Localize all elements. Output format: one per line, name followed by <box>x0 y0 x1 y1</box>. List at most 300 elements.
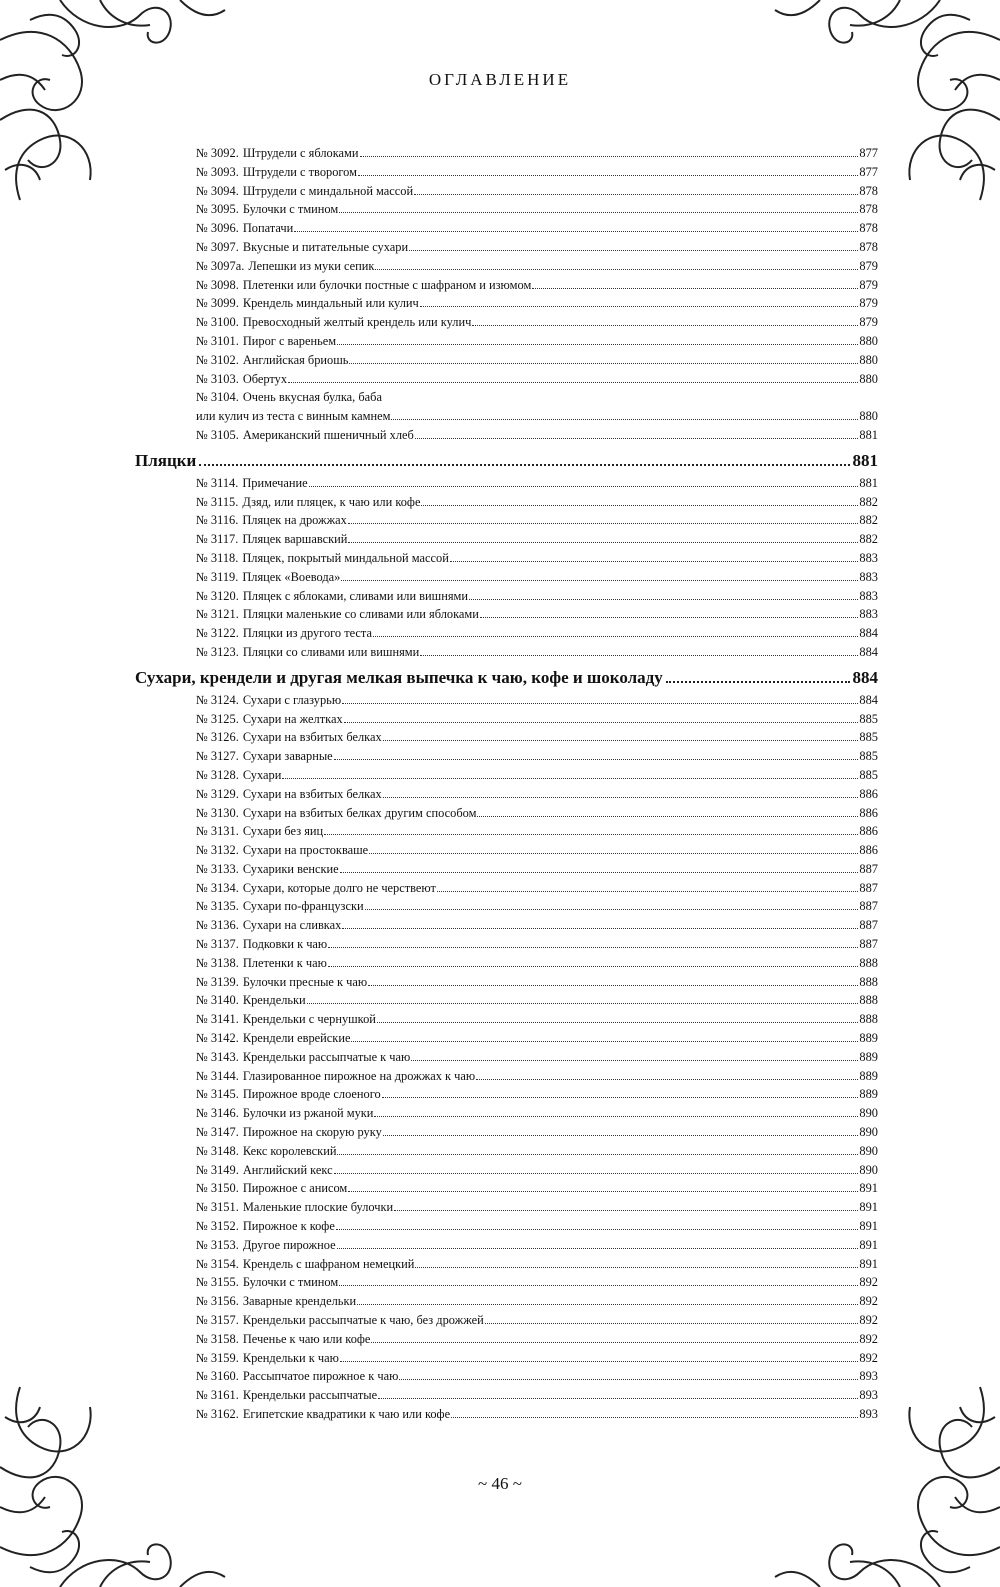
dot-leader <box>334 759 859 760</box>
toc-entry[interactable] <box>135 643 878 662</box>
dot-leader <box>469 599 858 600</box>
entry-page: 878 <box>859 239 878 254</box>
entry-title: Сухари на взбитых белках <box>242 730 382 745</box>
dot-leader <box>340 1361 859 1362</box>
toc-entry[interactable] <box>135 691 878 710</box>
toc-entry[interactable] <box>135 1161 878 1180</box>
toc-entry[interactable] <box>135 1236 878 1255</box>
dot-leader <box>351 1041 858 1042</box>
dot-leader <box>360 156 859 157</box>
toc-entry[interactable] <box>135 163 878 182</box>
dot-leader <box>532 288 858 289</box>
toc-entry[interactable] <box>135 1048 878 1067</box>
dot-leader <box>485 1323 859 1324</box>
dot-leader <box>378 1398 858 1399</box>
toc-entry[interactable] <box>135 1217 878 1236</box>
dot-leader <box>282 778 858 779</box>
dot-leader <box>382 1097 859 1098</box>
toc-entry[interactable] <box>135 605 878 624</box>
entry-title: Булочки из ржаной муки <box>242 1106 374 1121</box>
entry-title: Печенье к чаю или кофе <box>242 1331 371 1346</box>
running-head: ОГЛАВЛЕНИЕ <box>428 70 572 89</box>
toc-entry[interactable] <box>135 568 878 587</box>
dot-leader <box>374 1116 858 1117</box>
toc-entry[interactable] <box>135 351 878 370</box>
toc-entry[interactable] <box>135 474 878 493</box>
toc-group-2 <box>135 474 878 662</box>
entry-number: № 3136. <box>196 918 239 933</box>
entry-title: или кулич из теста с винным камнем <box>196 409 391 424</box>
entry-number: № 3099. <box>196 296 239 311</box>
entry-number: № 3098. <box>196 277 239 292</box>
dot-leader <box>348 523 859 524</box>
entry-number: № 3131. <box>196 824 239 839</box>
dot-leader <box>365 909 859 910</box>
toc-entry[interactable] <box>135 144 878 163</box>
entry-number: № 3117. <box>196 532 239 547</box>
dot-leader <box>409 250 858 251</box>
entry-page: 885 <box>859 767 878 782</box>
entry-page: 885 <box>859 749 878 764</box>
entry-number: № 3102. <box>196 352 239 367</box>
entry-number: № 3146. <box>196 1106 239 1121</box>
dot-leader <box>328 966 859 967</box>
entry-title: Другое пирожное <box>242 1237 336 1252</box>
toc-entry[interactable] <box>135 200 878 219</box>
entry-title: Крендельки к чаю <box>242 1350 339 1365</box>
entry-page: 890 <box>859 1162 878 1177</box>
entry-number: № 3119. <box>196 569 239 584</box>
toc-entry[interactable] <box>135 804 878 823</box>
entry-page: 879 <box>859 258 878 273</box>
entry-page: 885 <box>859 730 878 745</box>
toc-entry[interactable] <box>135 916 878 935</box>
entry-page: 888 <box>859 993 878 1008</box>
entry-title: Кекс королевский <box>242 1143 337 1158</box>
dot-leader <box>340 872 859 873</box>
dot-leader <box>480 617 859 618</box>
toc-entry[interactable] <box>135 182 878 201</box>
entry-page: 880 <box>859 352 878 367</box>
dot-leader <box>336 1229 859 1230</box>
toc-entry[interactable] <box>135 1010 878 1029</box>
entry-number: № 3162. <box>196 1407 239 1421</box>
entry-number: № 3138. <box>196 955 239 970</box>
dot-leader <box>339 1285 858 1286</box>
dot-leader <box>476 1079 858 1080</box>
dot-leader <box>339 212 858 213</box>
entry-title: Примечание <box>242 475 308 490</box>
section-title: Пляцки <box>135 450 197 470</box>
entry-page: 887 <box>859 937 878 952</box>
entry-page: 887 <box>859 880 878 895</box>
dot-leader <box>288 382 858 383</box>
toc-entry[interactable] <box>135 1405 878 1424</box>
toc-entry[interactable] <box>135 1349 878 1368</box>
entry-number: № 3132. <box>196 843 239 858</box>
toc-entry[interactable] <box>135 954 878 973</box>
toc-entry[interactable] <box>135 493 878 512</box>
dot-leader <box>357 1304 858 1305</box>
entry-title: Пляцек варшавский <box>242 532 348 547</box>
toc-entry[interactable] <box>135 238 878 257</box>
entry-title: Маленькие плоские булочки <box>242 1200 394 1215</box>
entry-title: Штрудели с яблоками <box>242 146 359 160</box>
dot-leader <box>358 175 858 176</box>
dot-leader <box>415 1267 858 1268</box>
entry-title: Булочки пресные к чаю <box>242 974 368 989</box>
toc-entry[interactable] <box>135 766 878 785</box>
toc-entry[interactable] <box>135 822 878 841</box>
entry-number: № 3114. <box>196 475 239 490</box>
entry-title: Подковки к чаю <box>242 937 328 952</box>
toc-entry[interactable] <box>135 294 878 313</box>
entry-page: 880 <box>859 409 878 424</box>
entry-page: 882 <box>859 532 878 547</box>
entry-number: № 3158. <box>196 1331 239 1346</box>
dot-leader <box>199 464 849 466</box>
entry-title: Крендель миндальный или кулич <box>242 296 419 311</box>
dot-leader <box>368 985 858 986</box>
entry-number: № 3139. <box>196 974 239 989</box>
toc-entry[interactable] <box>135 370 878 389</box>
dot-leader <box>324 834 858 835</box>
entry-page: 886 <box>859 805 878 820</box>
toc-entry[interactable] <box>135 973 878 992</box>
entry-title: Пляцек «Воевода» <box>242 569 341 584</box>
dot-leader <box>450 561 859 562</box>
entry-page: 891 <box>859 1200 878 1215</box>
entry-title: Английская бриошь <box>242 352 349 367</box>
toc-entry[interactable] <box>135 1085 878 1104</box>
entry-number: № 3100. <box>196 315 239 330</box>
dot-leader <box>472 325 858 326</box>
entry-title: Штрудели с миндальной массой <box>242 183 414 198</box>
toc-entry[interactable] <box>135 219 878 238</box>
toc-entry[interactable] <box>135 879 878 898</box>
dot-leader <box>420 655 858 656</box>
toc-entry[interactable] <box>135 710 878 729</box>
entry-title: Пляцек, покрытый миндальной массой <box>242 550 449 565</box>
entry-page: 879 <box>859 315 878 330</box>
toc-group-3 <box>135 691 878 1424</box>
dot-leader <box>421 505 858 506</box>
dot-leader <box>415 438 859 439</box>
page-number: ~ 46 ~ <box>478 1474 522 1493</box>
entry-title: Заварные крендельки <box>242 1294 357 1309</box>
dot-leader <box>349 363 858 364</box>
entry-page: 878 <box>859 221 878 236</box>
entry-title: Обертух <box>242 371 288 386</box>
toc-entry[interactable] <box>135 388 878 407</box>
entry-title: Пирожное к кофе <box>242 1219 335 1234</box>
entry-number: № 3093. <box>196 164 239 179</box>
entry-title: Плетенки или булочки постные с шафраном и изюмом <box>242 277 532 292</box>
entry-page: 889 <box>859 1087 878 1102</box>
entry-page: 887 <box>859 918 878 933</box>
entry-title: Крендельки с чернушкой <box>242 1012 376 1027</box>
entry-page: 884 <box>859 644 878 659</box>
entry-page: 887 <box>859 899 878 914</box>
entry-number: № 3118. <box>196 550 239 565</box>
entry-page: 880 <box>859 371 878 386</box>
dot-leader <box>344 722 859 723</box>
toc-entry[interactable] <box>135 1104 878 1123</box>
dot-leader <box>437 891 858 892</box>
dot-leader <box>307 1003 859 1004</box>
toc-entry[interactable] <box>135 1311 878 1330</box>
dot-leader <box>342 928 858 929</box>
entry-title: Штрудели с творогом <box>242 164 357 179</box>
entry-number: № 3092. <box>196 146 239 160</box>
table-of-contents <box>135 144 878 1424</box>
entry-number: № 3140. <box>196 993 239 1008</box>
toc-entry[interactable] <box>135 785 878 804</box>
entry-title: Дзяд, или пляцек, к чаю или кофе <box>242 494 421 509</box>
entry-number: № 3154. <box>196 1256 239 1271</box>
entry-page: 891 <box>859 1256 878 1271</box>
entry-number: № 3124. <box>196 692 239 707</box>
dot-leader <box>348 1191 858 1192</box>
entry-title: Сухари на простокваше <box>242 843 369 858</box>
entry-number: № 3152. <box>196 1219 239 1234</box>
entry-page: 879 <box>859 296 878 311</box>
toc-entry[interactable] <box>135 257 878 276</box>
entry-number: № 3156. <box>196 1294 239 1309</box>
entry-page: 883 <box>859 550 878 565</box>
toc-entry[interactable] <box>135 1142 878 1161</box>
entry-title: Крендельки <box>242 993 306 1008</box>
dot-leader <box>377 1022 859 1023</box>
toc-entry[interactable] <box>135 407 878 426</box>
entry-page: 889 <box>859 1049 878 1064</box>
toc-entry[interactable] <box>135 935 878 954</box>
entry-number: № 3120. <box>196 588 239 603</box>
toc-entry[interactable] <box>135 426 878 445</box>
entry-page: 881 <box>859 427 878 442</box>
toc-entry[interactable] <box>135 1292 878 1311</box>
entry-title: Пляцки из другого теста <box>242 626 373 641</box>
entry-title: Превосходный желтый крендель или кулич <box>242 315 472 330</box>
entry-page: 892 <box>859 1275 878 1290</box>
toc-entry[interactable] <box>135 1330 878 1349</box>
entry-page: 891 <box>859 1237 878 1252</box>
toc-entry[interactable] <box>135 530 878 549</box>
entry-page: 888 <box>859 974 878 989</box>
entry-number: № 3153. <box>196 1237 239 1252</box>
dot-leader <box>414 194 858 195</box>
entry-number: № 3103. <box>196 371 239 386</box>
entry-title: Крендель с шафраном немецкий <box>242 1256 415 1271</box>
entry-title: Пляцек с яблоками, сливами или вишнями <box>242 588 468 603</box>
entry-title: Крендели еврейские <box>242 1031 351 1046</box>
entry-page: 889 <box>859 1031 878 1046</box>
entry-number: № 3130. <box>196 805 239 820</box>
entry-title: Крендельки рассыпчатые к чаю, без дрожжей <box>242 1313 484 1328</box>
dot-leader <box>394 1210 858 1211</box>
entry-number: № 3122. <box>196 626 239 641</box>
dot-leader <box>420 306 859 307</box>
toc-entry[interactable] <box>135 1273 878 1292</box>
section-title: Сухари, крендели и другая мелкая выпечка к чаю, кофе и шоколаду <box>135 667 663 687</box>
dot-leader <box>383 1135 859 1136</box>
section-page: 881 <box>852 450 878 470</box>
entry-page: 892 <box>859 1350 878 1365</box>
toc-entry[interactable] <box>135 624 878 643</box>
entry-page: 888 <box>859 1012 878 1027</box>
entry-page: 891 <box>859 1181 878 1196</box>
dot-leader <box>369 853 858 854</box>
section-heading[interactable] <box>135 665 878 691</box>
entry-number: № 3135. <box>196 899 239 914</box>
toc-entry[interactable] <box>135 511 878 530</box>
entry-number: № 3144. <box>196 1068 239 1083</box>
entry-number: № 3129. <box>196 786 239 801</box>
entry-number: № 3094. <box>196 183 239 198</box>
entry-title: Сухари <box>242 767 282 782</box>
entry-title: Пирожное на скорую руку <box>242 1125 382 1140</box>
entry-title: Крендельки рассыпчатые к чаю <box>242 1049 411 1064</box>
entry-number: № 3134. <box>196 880 239 895</box>
toc-entry[interactable] <box>135 313 878 332</box>
entry-title: Вкусные и питательные сухари <box>242 239 409 254</box>
toc-entry[interactable] <box>135 860 878 879</box>
entry-page: 886 <box>859 824 878 839</box>
entry-number: № 3133. <box>196 861 239 876</box>
entry-page: 891 <box>859 1219 878 1234</box>
entry-number: № 3116. <box>196 513 239 528</box>
entry-number: № 3096. <box>196 221 239 236</box>
toc-entry[interactable] <box>135 1367 878 1386</box>
entry-number: № 3095. <box>196 202 239 217</box>
entry-number: № 3159. <box>196 1350 239 1365</box>
toc-entry[interactable] <box>135 1179 878 1198</box>
toc-entry[interactable] <box>135 747 878 766</box>
entry-number: № 3155. <box>196 1275 239 1290</box>
entry-number: № 3149. <box>196 1162 239 1177</box>
entry-title: Сухарики венские <box>242 861 339 876</box>
entry-title: Английский кекс <box>242 1162 333 1177</box>
entry-title: Лепешки из муки сепик <box>248 258 375 273</box>
toc-entry[interactable] <box>135 841 878 860</box>
entry-title: Американский пшеничный хлеб <box>242 427 414 442</box>
entry-number: № 3125. <box>196 711 239 726</box>
entry-number: № 3104. <box>196 390 239 405</box>
entry-number: № 3157. <box>196 1313 239 1328</box>
entry-title: Очень вкусная булка, баба <box>242 390 382 405</box>
entry-title: Сухари, которые долго не черствеют <box>242 880 436 895</box>
toc-group-1 <box>135 144 878 388</box>
entry-page: 877 <box>859 146 878 160</box>
toc-entry[interactable] <box>135 1386 878 1405</box>
dot-leader <box>337 1248 859 1249</box>
dot-leader <box>341 580 858 581</box>
toc-entry[interactable] <box>135 991 878 1010</box>
entry-number: № 3148. <box>196 1143 239 1158</box>
dot-leader <box>334 1173 859 1174</box>
entry-title: Сухари на взбитых белках другим способом <box>242 805 477 820</box>
entry-page: 892 <box>859 1331 878 1346</box>
dot-leader <box>451 1417 858 1418</box>
entry-page: 883 <box>859 607 878 622</box>
entry-number: № 3101. <box>196 333 239 348</box>
entry-title: Пляцки маленькие со сливами или яблоками <box>242 607 479 622</box>
entry-page: 877 <box>859 164 878 179</box>
dot-leader <box>391 419 858 420</box>
entry-page: 893 <box>859 1407 878 1421</box>
dot-leader <box>342 703 858 704</box>
entry-number: № 3160. <box>196 1369 239 1384</box>
entry-page: 887 <box>859 861 878 876</box>
entry-number: № 3128. <box>196 767 239 782</box>
entry-page: 881 <box>859 475 878 490</box>
entry-title: Сухари на сливках <box>242 918 342 933</box>
dot-leader <box>309 486 859 487</box>
entry-page: 884 <box>859 626 878 641</box>
toc-entry[interactable] <box>135 1255 878 1274</box>
entry-page: 878 <box>859 202 878 217</box>
entry-number: № 3142. <box>196 1031 239 1046</box>
dot-leader <box>666 681 850 683</box>
entry-number: № 3127. <box>196 749 239 764</box>
dot-leader <box>383 740 859 741</box>
toc-entry[interactable] <box>135 1067 878 1086</box>
entry-page: 883 <box>859 569 878 584</box>
entry-page: 879 <box>859 277 878 292</box>
dot-leader <box>371 1342 858 1343</box>
toc-entry[interactable] <box>135 587 878 606</box>
entry-page: 882 <box>859 513 878 528</box>
dot-leader <box>328 947 858 948</box>
toc-entry[interactable] <box>135 1123 878 1142</box>
entry-title: Рассыпчатое пирожное к чаю <box>242 1369 399 1384</box>
entry-page: 888 <box>859 955 878 970</box>
entry-title: Булочки с тмином <box>242 202 339 217</box>
toc-entry[interactable] <box>135 1198 878 1217</box>
dot-leader <box>411 1060 858 1061</box>
entry-page: 893 <box>859 1388 878 1403</box>
toc-entry[interactable] <box>135 276 878 295</box>
entry-title: Пирог с вареньем <box>242 333 337 348</box>
entry-page: 880 <box>859 333 878 348</box>
entry-title: Пирожное с анисом <box>242 1181 348 1196</box>
entry-title: Сухари на желтках <box>242 711 343 726</box>
entry-title: Египетские квадратики к чаю или кофе <box>242 1407 451 1421</box>
toc-entry[interactable] <box>135 332 878 351</box>
entry-title: Сухари без яиц <box>242 824 324 839</box>
toc-entry[interactable] <box>135 1029 878 1048</box>
entry-number: № 3161. <box>196 1388 239 1403</box>
entry-page: 883 <box>859 588 878 603</box>
toc-entry[interactable] <box>135 549 878 568</box>
entry-number: № 3097. <box>196 239 239 254</box>
entry-page: 890 <box>859 1125 878 1140</box>
dot-leader <box>373 636 858 637</box>
entry-title: Сухари на взбитых белках <box>242 786 382 801</box>
entry-page: 886 <box>859 843 878 858</box>
entry-number: № 3123. <box>196 644 239 659</box>
toc-entry[interactable] <box>135 728 878 747</box>
toc-entry[interactable] <box>135 897 878 916</box>
entry-title: Крендельки рассыпчатые <box>242 1388 378 1403</box>
entry-title: Пляцек на дрожжах <box>242 513 347 528</box>
entry-number: № 3121. <box>196 607 239 622</box>
entry-page: 893 <box>859 1369 878 1384</box>
section-heading[interactable] <box>135 448 878 474</box>
entry-title: Сухари заварные <box>242 749 333 764</box>
entry-number: № 3137. <box>196 937 239 952</box>
entry-page: 882 <box>859 494 878 509</box>
